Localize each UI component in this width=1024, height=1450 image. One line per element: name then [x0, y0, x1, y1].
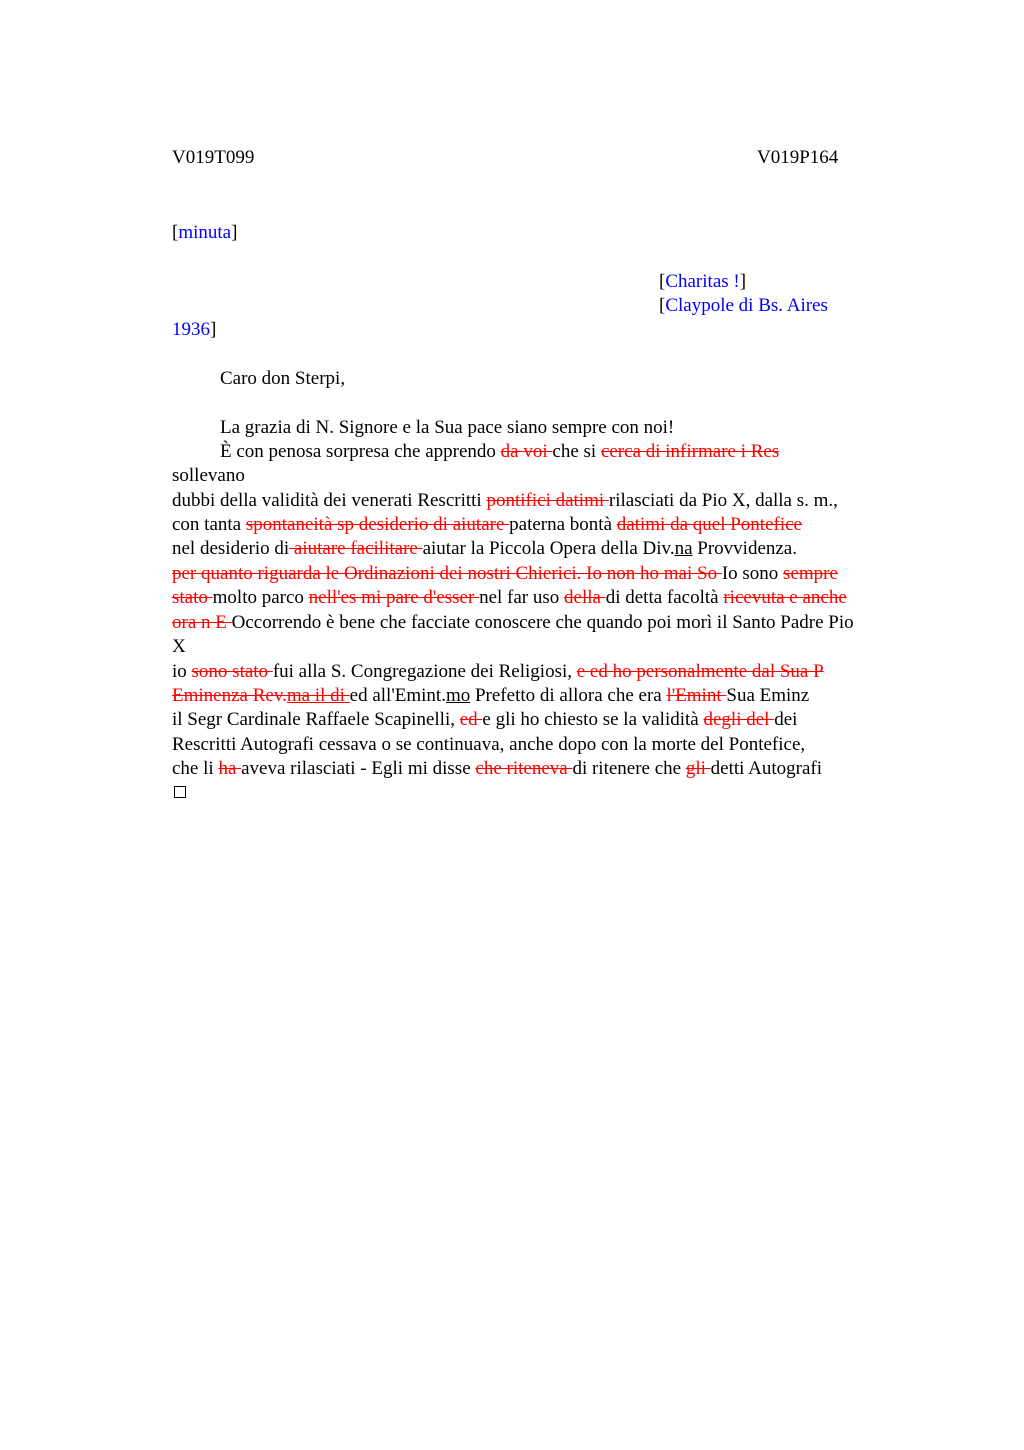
deleted-text: cerca di infirmare i Res — [600, 441, 780, 462]
deleted-text: spontaneità sp desiderio di aiutare — [245, 514, 510, 535]
deleted-text: aiutare facilitare — [289, 538, 423, 559]
deleted-text: nell'es mi pare d'esser — [308, 587, 480, 608]
text-segment: di ritenere che — [572, 758, 686, 779]
text-segment: rilasciati da Pio X, dalla s. m., — [608, 490, 838, 511]
deleted-text: sono stato — [191, 661, 273, 682]
deleted-text: pontifici datimi — [486, 490, 609, 511]
salutation: Caro don Sterpi, — [220, 368, 346, 389]
text-segment: fui alla S. Congregazione dei Religiosi, — [272, 661, 577, 682]
text-segment: Sua Eminz — [726, 685, 810, 706]
text-segment: È con penosa sorpresa che apprendo — [220, 441, 501, 462]
text-segment: di detta facoltà — [605, 587, 724, 608]
text-line-3 — [172, 489, 838, 513]
text-segment: che si — [552, 441, 601, 462]
header-right-code: V019P164 — [757, 147, 839, 168]
deleted-text: degli del — [703, 709, 775, 730]
text-segment: paterna bontà — [509, 514, 617, 535]
text-line-6 — [172, 562, 838, 586]
deleted-text: ed — [459, 709, 483, 730]
text-segment: Prefetto di allora che era — [470, 685, 667, 706]
text-line-10 — [172, 660, 824, 684]
deleted-text: per quanto riguarda le Ordinazioni dei nostri Chierici. Io non ho mai So — [172, 563, 722, 584]
deleted-text: ha — [218, 758, 242, 779]
underlined-text: na — [674, 538, 693, 559]
deleted-text: l'Emint — [666, 685, 727, 706]
text-segment: il Segr Cardinale Raffaele Scapinelli, — [172, 709, 460, 730]
text-line-2: sollevano — [172, 465, 245, 486]
deleted-text: ora n E — [172, 612, 232, 633]
text-line-4 — [172, 513, 802, 537]
text-segment: nel desiderio di — [172, 538, 290, 559]
text-segment: io — [172, 661, 192, 682]
text-segment: con tanta — [172, 514, 246, 535]
minuta-annotation: [minuta] — [172, 222, 238, 243]
underlined-text: mo — [445, 685, 471, 706]
text-segment: nel far uso — [479, 587, 565, 608]
text-segment: dubbi della validità dei venerati Rescritti — [172, 490, 487, 511]
text-segment: Occorrendo è bene che facciate conoscere che quando poi morì il Santo Padre Pio — [231, 612, 854, 633]
text-line-5 — [172, 537, 797, 561]
deleted-text: da voi — [500, 441, 553, 462]
place-annotation: [Claypole di Bs. Aires — [659, 295, 828, 316]
text-segment: ed all'Emint. — [349, 685, 446, 706]
charitas-label: Charitas ! — [665, 271, 740, 292]
minuta-label: minuta — [178, 222, 232, 243]
deleted-text: Eminenza Rev. — [172, 685, 287, 706]
text-segment: detti Autografi — [710, 758, 823, 779]
deleted-text: sempre — [783, 563, 838, 584]
text-segment: e gli ho chiesto se la validità — [482, 709, 704, 730]
text-segment: aiutar la Piccola Opera della Div. — [422, 538, 675, 559]
place-label: Claypole di Bs. Aires — [665, 295, 828, 316]
deleted-text: e ed ho personalmente dal Sua P — [576, 661, 824, 682]
deleted-text: datimi da quel Pontefice — [616, 514, 802, 535]
deleted-text: che riteneva — [475, 758, 573, 779]
greeting: La grazia di N. Signore e la Sua pace siano sempre con noi! — [220, 417, 675, 438]
missing-glyph-box-icon — [174, 786, 186, 798]
text-line-9: X — [172, 636, 186, 657]
charitas-annotation: [Charitas !] — [659, 271, 747, 292]
year-label: 1936 — [172, 319, 210, 340]
text-line-12 — [172, 708, 797, 732]
text-line-13: Rescritti Autografi cessava o se continuava, anche dopo con la morte del Pontefice, — [172, 734, 806, 755]
deleted-text: gli — [685, 758, 711, 779]
text-segment: che li — [172, 758, 219, 779]
text-line-8 — [172, 611, 854, 635]
text-segment: Io sono — [721, 563, 784, 584]
deleted-underlined-text: ma il di — [286, 685, 350, 706]
text-segment: dei — [774, 709, 798, 730]
text-line-1 — [220, 440, 779, 464]
text-segment: Provvidenza. — [692, 538, 797, 559]
deleted-text: ricevuta e anche — [723, 587, 847, 608]
text-segment: aveva rilasciati - Egli mi disse — [241, 758, 476, 779]
deleted-text: stato — [172, 587, 213, 608]
text-line-14 — [172, 757, 822, 781]
year-annotation: 1936] — [172, 319, 217, 340]
text-line-7 — [172, 586, 847, 610]
deleted-text: della — [564, 587, 606, 608]
text-segment: molto parco — [212, 587, 309, 608]
header-left-code: V019T099 — [172, 147, 255, 168]
text-line-11 — [172, 684, 809, 708]
